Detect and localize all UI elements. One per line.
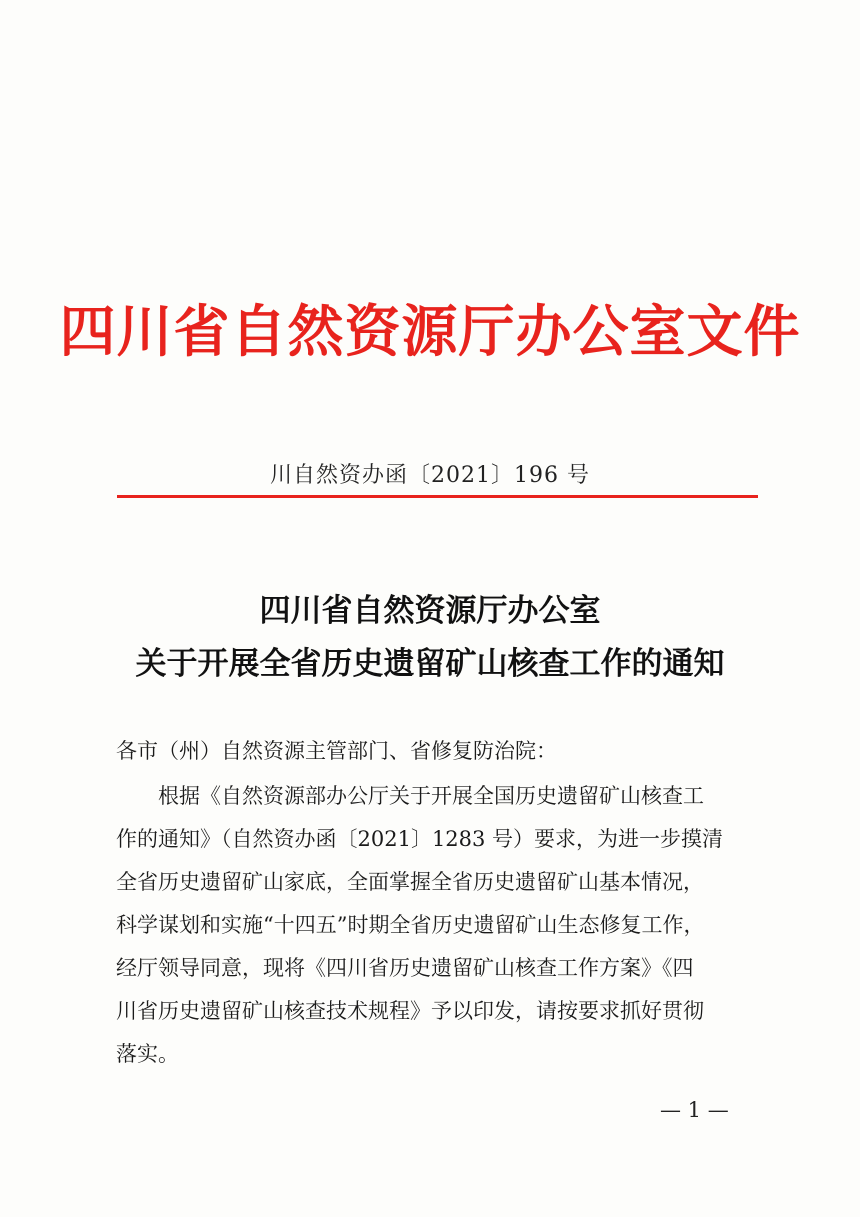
body-line-1: 根据《自然资源部办公厅关于开展全国历史遗留矿山核查工 <box>158 784 704 808</box>
body-line-7: 落实。 <box>116 1042 179 1066</box>
body-line-3: 全省历史遗留矿山家底，全面掌握全省历史遗留矿山基本情况， <box>116 870 704 894</box>
notice-title-line-2: 关于开展全省历史遗留矿山核查工作的通知 <box>135 646 725 682</box>
document-number: 川自然资办函〔2021〕196 号 <box>270 463 590 488</box>
salutation: 各市（州）自然资源主管部门、省修复防治院： <box>116 739 557 763</box>
page-number: — 1 — <box>660 1098 729 1122</box>
body-line-4: 科学谋划和实施“十四五”时期全省历史遗留矿山生态修复工作， <box>116 913 705 937</box>
masthead-title: 四川省自然资源厅办公室文件 <box>59 299 801 365</box>
body-line-6: 川省历史遗留矿山核查技术规程》予以印发，请按要求抓好贯彻 <box>116 999 704 1023</box>
body-line-5: 经厅领导同意，现将《四川省历史遗留矿山核查工作方案》《四 <box>116 956 694 980</box>
body-line-2: 作的通知》（自然资办函〔2021〕1283 号）要求，为进一步摸清 <box>116 827 724 851</box>
red-divider-line <box>117 495 758 498</box>
notice-title-line-1: 四川省自然资源厅办公室 <box>259 593 601 629</box>
